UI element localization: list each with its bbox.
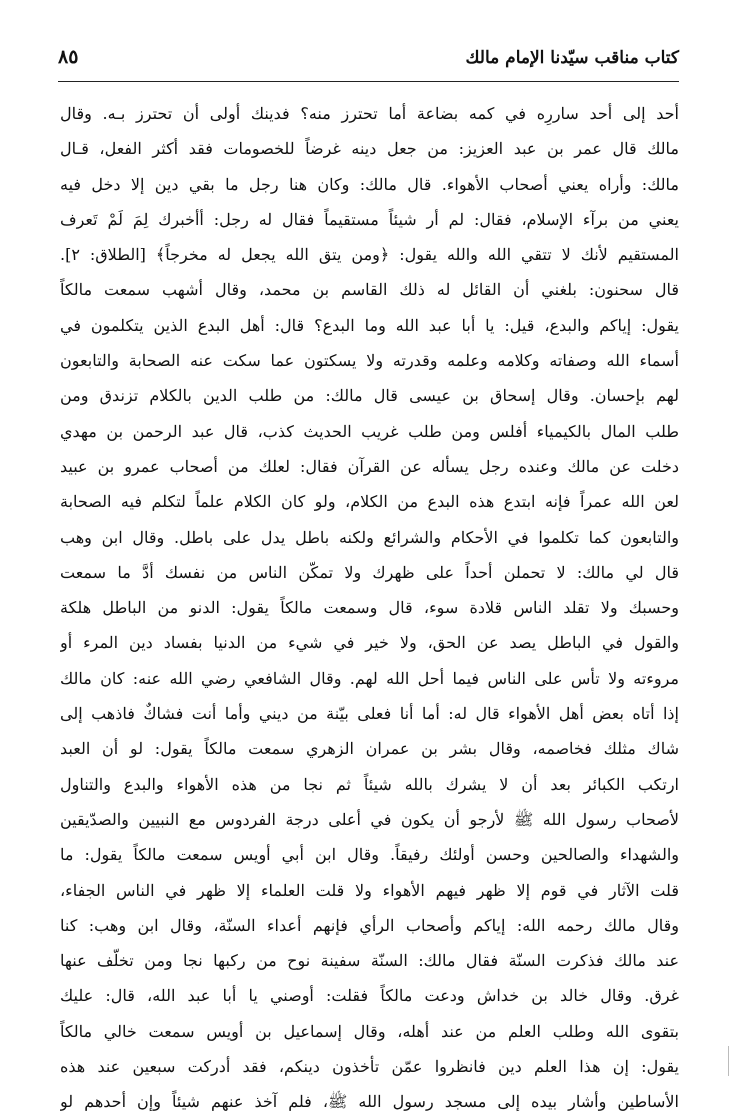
text-line: المستقيم لأنك لا تتقي الله والله يقول: ﴿ومن يتق الله يجعل له مخرجاً﴾ [الطلاق: ٢]. xyxy=(60,245,679,265)
text-line: أسماء الله وصفاته وكلامه وعلمه وقدرته ولا يسكتون عما سكت عنه الصحابة والتابعون xyxy=(60,351,679,371)
text-line: طلب المال بالكيمياء أفلس ومن طلب غريب الحديث كذب، قال عبد الرحمن بن مهدي xyxy=(60,421,679,441)
text-line: والقول في الباطل يصد عن الحق، ولا خير في شيء من الدنيا بفساد دين المرء أو xyxy=(60,633,679,653)
text-line: والتابعون كما تكلموا في الأحكام والشرائع ولكنه باطل يدل على باطل. وقال ابن وهب xyxy=(60,527,679,547)
text-line: مروءته ولا تأس على الناس فيما أحل الله لهم. وقال الشافعي رضي الله عنه: كان مالك xyxy=(60,668,679,688)
text-line: دخلت عن مالك وعنده رجل يسأله عن القرآن فقال: لعلك من أصحاب عمرو بن عبيد xyxy=(60,456,679,476)
text-line: إذا أتاه بعض أهل الأهواء قال له: أما أنا فعلى بيّنة من ديني وأما أنت فشاكٌ فاذهب إلى xyxy=(60,704,679,724)
text-line: وقال مالك رحمه الله: إياكم وأصحاب الرأي فإنهم أعداء السنّة، وقال ابن وهب: كنا xyxy=(60,915,679,935)
body-text xyxy=(60,96,679,1120)
text-line: يقول: إن هذا العلم دين فانظروا عمّن تأخذون دينكم، فقد أدركت سبعين عند هذه xyxy=(60,1057,679,1077)
header-rule xyxy=(58,81,679,82)
text-line: عند مالك فذكرت السنّة فقال مالك: السنّة سفينة نوح من ركبها نجا ومن تخلّف عنها xyxy=(60,951,679,971)
page-number: ٨٥ xyxy=(58,46,79,68)
text-line: الأساطين وأشار بيده إلى مسجد رسول الله ﷺ، فلم آخذ عنهم شيئاً وإن أحدهم لو xyxy=(60,1092,679,1112)
text-line: يقول: إياكم والبدع، قيل: يا أبا عبد الله وما البدع؟ قال: أهل البدع الذين يتكلمون في xyxy=(60,315,679,335)
text-line: غرق. وقال خالد بن خداش ودعت مالكاً فقلت: أوصني يا أبا عبد الله، قال: عليك xyxy=(60,986,679,1006)
scan-edge-mark xyxy=(728,1046,729,1076)
text-line: مالك: وأراه يعني أصحاب الأهواء. قال مالك: وكان هنا رجل ما بقي دين إلا دخل فيه xyxy=(60,174,679,194)
text-line: قال لي مالك: لا تحملن أحداً على ظهرك ولا تمكّن الناس من نفسك أدَّ ما سمعت xyxy=(60,562,679,582)
text-line: يعني من برآء الإسلام، فقال: لم أر شيئاً مستقيماً فقال له رجل: أأخبرك لِمَ لَمْ تَعرف xyxy=(60,209,679,229)
running-header xyxy=(58,44,679,78)
text-line: أحد إلى أحد ساررِه في كمه بضاعة أما تحترز منه؟ فدينك أولى أن تحترز بـه. وقال xyxy=(60,104,679,123)
text-line: ارتكب الكبائر بعد أن لا يشرك بالله شيئاً ثم نجا من هذه الأهواء والبدع والتناول xyxy=(60,774,679,794)
text-line: بتقوى الله وطلب العلم من عند أهله، وقال إسماعيل بن أويس سمعت خالي مالكاً xyxy=(60,1021,679,1041)
text-line: لهم بإحسان. وقال إسحاق بن عيسى قال مالك: من طلب الدين بالكلام تزندق ومن xyxy=(60,386,679,406)
text-line: شاك مثلك فخاصمه، وقال بشر بن عمران الزهري سمعت مالكاً يقول: لو أن العبد xyxy=(60,739,679,759)
text-line: قلت الآثار في قوم إلا ظهر فيهم الأهواء ولا قلت العلماء إلا ظهر في الناس الجفاء، xyxy=(60,880,679,900)
text-line: والشهداء والصالحين وحسن أولئك رفيقاً. وقال ابن أبي أويس سمعت مالكاً يقول: ما xyxy=(60,845,679,865)
text-line: مالك قال عمر بن عبد العزيز: من جعل دينه غرضاً للخصومات فقد أكثر الفعل، قـال xyxy=(60,139,679,159)
text-line: قال سحنون: بلغني أن القائل له ذلك القاسم بن محمد، وقال أشهب سمعت مالكاً xyxy=(60,280,679,300)
text-line: لعن الله عمراً فإنه ابتدع هذه البدع من الكلام، ولو كان الكلام علماً لتكلم فيه الصحابة xyxy=(60,492,679,512)
text-line: لأصحاب رسول الله ﷺ لأرجو أن يكون في أعلى درجة الفردوس مع النبيين والصدّيقين xyxy=(60,809,679,829)
text-line: وحسبك ولا تقلد الناس قلادة سوء، قال وسمعت مالكاً يقول: الدنو من الباطل هلكة xyxy=(60,598,679,618)
running-title: كتاب مناقب سيّدنا الإمام مالك xyxy=(465,48,679,68)
